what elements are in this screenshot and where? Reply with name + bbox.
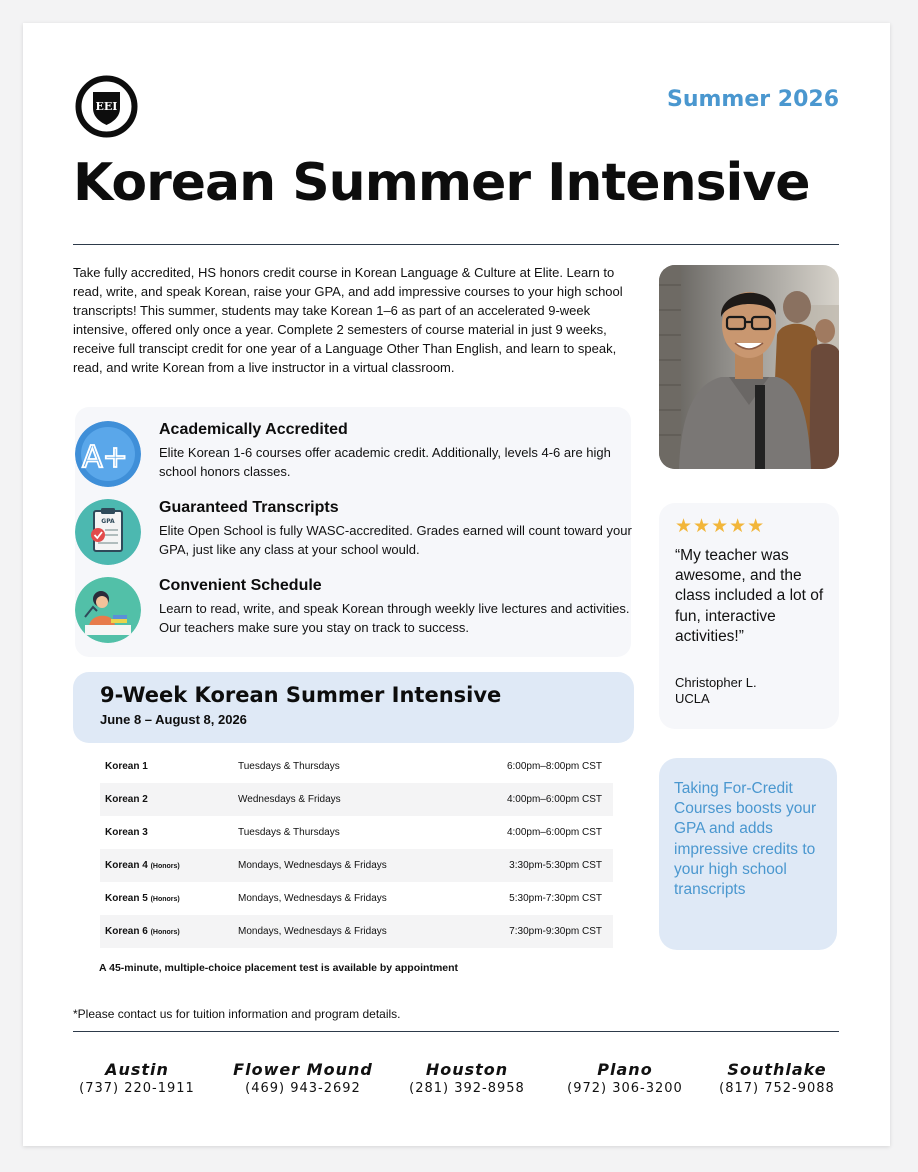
author-school: UCLA xyxy=(675,691,710,706)
table-row xyxy=(100,783,613,816)
feature-body: Learn to read, write, and speak Korean through weekly live lectures and activities. Our teachers make sure you stay on track to success. xyxy=(159,601,630,635)
schedule-table xyxy=(100,750,613,948)
honors-tag: (Honors) xyxy=(150,896,180,903)
table-row xyxy=(100,816,613,849)
callout-text: Taking For-Credit Courses boosts your GPA and adds impressive credits to your high school transcripts xyxy=(674,780,817,899)
location-phone: (817) 752-9088 xyxy=(719,1081,835,1096)
school-crest-logo xyxy=(75,75,138,138)
course-name: Korean 1 xyxy=(105,761,148,772)
svg-text:GPA: GPA xyxy=(101,518,115,525)
gpa-clipboard-icon xyxy=(75,499,141,565)
course-name: Korean 4 (Honors) xyxy=(105,860,180,871)
feature-title: Convenient Schedule xyxy=(159,577,322,594)
honors-tag: (Honors) xyxy=(150,929,180,936)
feature-body: Elite Korean 1-6 courses offer academic credit. Additionally, levels 4-6 are high school honors classes. xyxy=(159,445,611,479)
gpa-callout xyxy=(659,758,837,950)
top-divider xyxy=(73,244,839,245)
course-time: 6:00pm–8:00pm CST xyxy=(506,761,602,772)
location-name: Plano xyxy=(597,1060,653,1079)
course-time: 7:30pm-9:30pm CST xyxy=(509,926,602,937)
course-days: Wednesdays & Fridays xyxy=(238,794,341,805)
course-name: Korean 5 (Honors) xyxy=(105,893,180,904)
location-name: Houston xyxy=(425,1060,509,1079)
location-phone: (737) 220-1911 xyxy=(79,1081,195,1096)
course-days: Mondays, Wednesdays & Fridays xyxy=(238,893,387,904)
contact-note: *Please contact us for tuition information and program details. xyxy=(73,1007,401,1021)
course-time: 4:00pm–6:00pm CST xyxy=(506,827,602,838)
location-name: Southlake xyxy=(727,1060,827,1079)
testimonial-card xyxy=(659,503,839,729)
svg-text:EEI: EEI xyxy=(95,100,118,113)
course-name: Korean 2 xyxy=(105,794,148,805)
location-phone: (972) 306-3200 xyxy=(567,1081,683,1096)
bottom-divider xyxy=(73,1031,839,1032)
location-southlake xyxy=(715,1060,839,1096)
svg-text:A+: A+ xyxy=(82,440,128,475)
table-row xyxy=(100,750,613,783)
intro-paragraph: Take fully accredited, HS honors credit course in Korean Language & Culture at Elite. Learn to read, write, and speak Korean, raise your GPA, and add impressive courses to your high school transcripts! This summer, students may take Korean 1–6 as part of an accelerated 9-week intensive, offered only once a year. Complete 2 semesters of course material in just 9 weeks, receive full transcipt credit for one year of a Language Other Than English, and learn to speak, read, and write Korean from a live instructor in a virtual classroom. xyxy=(73,265,623,376)
feature-title: Academically Accredited xyxy=(159,421,348,438)
location-phone: (281) 392-8958 xyxy=(409,1081,525,1096)
location-houston xyxy=(405,1060,529,1096)
feature-title: Guaranteed Transcripts xyxy=(159,499,339,516)
testimonial-author xyxy=(675,675,757,707)
student-photo xyxy=(659,265,839,469)
course-days: Tuesdays & Thursdays xyxy=(238,761,340,772)
location-name: Flower Mound xyxy=(233,1060,373,1079)
location-name: Austin xyxy=(105,1060,169,1079)
schedule-header xyxy=(73,672,634,743)
course-time: 3:30pm-5:30pm CST xyxy=(509,860,602,871)
placement-note: A 45-minute, multiple-choice placement test is available by appointment xyxy=(99,962,459,974)
location-austin xyxy=(75,1060,199,1096)
features-panel xyxy=(75,407,631,657)
location-flower-mound xyxy=(233,1060,373,1096)
testimonial-quote: “My teacher was awesome, and the class included a lot of fun, interactive activities!” xyxy=(675,547,824,645)
schedule-title: 9-Week Korean Summer Intensive xyxy=(100,683,502,707)
table-row xyxy=(100,882,613,915)
season-label: Summer 2026 xyxy=(666,87,839,112)
location-plano xyxy=(563,1060,687,1096)
table-row xyxy=(100,849,613,882)
table-row xyxy=(100,915,613,948)
course-days: Tuesdays & Thursdays xyxy=(238,827,340,838)
course-days: Mondays, Wednesdays & Fridays xyxy=(238,926,387,937)
honors-tag: (Honors) xyxy=(150,863,180,870)
a-plus-icon xyxy=(75,421,141,487)
course-days: Mondays, Wednesdays & Fridays xyxy=(238,860,387,871)
course-time: 5:30pm-7:30pm CST xyxy=(509,893,602,904)
flyer-page xyxy=(23,23,890,1146)
schedule-dates: June 8 – August 8, 2026 xyxy=(100,712,247,727)
star-rating: ★★★★★ xyxy=(675,516,766,537)
student-studying-icon xyxy=(75,577,141,643)
location-phone: (469) 943-2692 xyxy=(245,1081,361,1096)
author-name: Christopher L. xyxy=(675,675,757,690)
course-time: 4:00pm–6:00pm CST xyxy=(506,794,602,805)
feature-body: Elite Open School is fully WASC-accredited. Grades earned will count toward your GPA, just like any class at your school would. xyxy=(159,523,632,557)
course-name: Korean 6 (Honors) xyxy=(105,926,180,937)
course-name: Korean 3 xyxy=(105,827,148,838)
page-title: Korean Summer Intensive xyxy=(73,153,810,213)
